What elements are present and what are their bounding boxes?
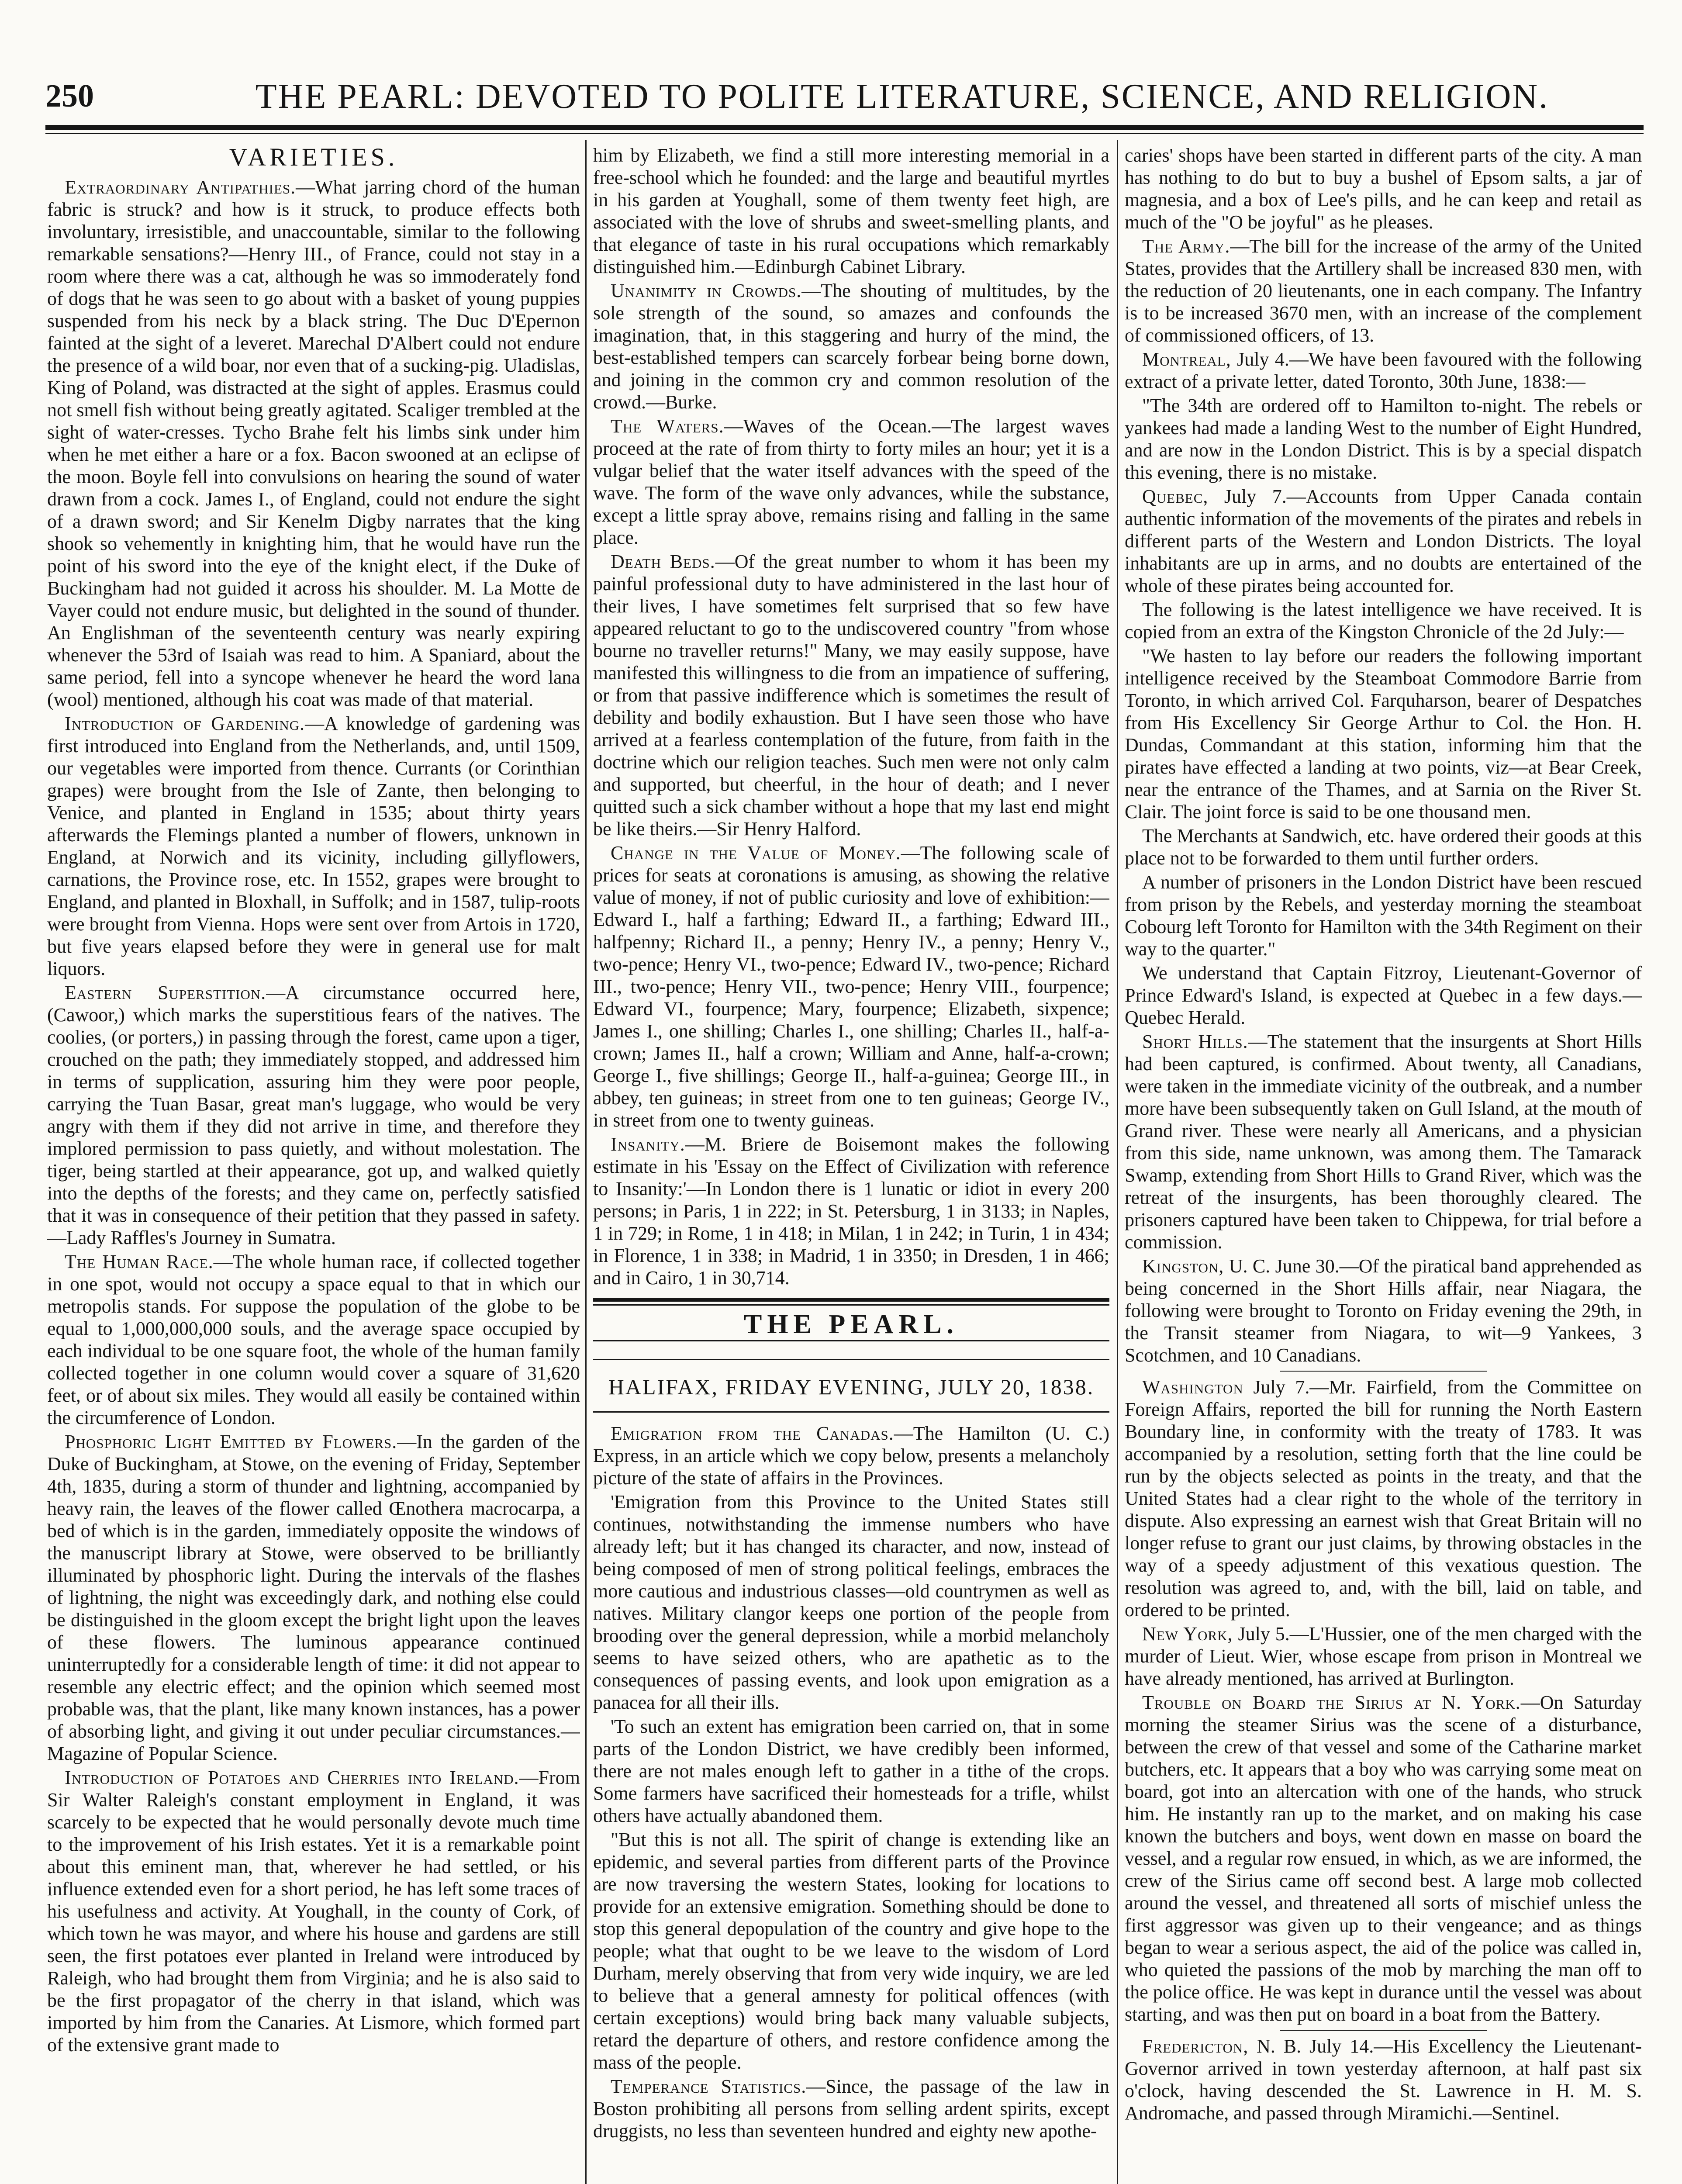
article-heading: Phosphoric Light Emitted by Flowers.: [65, 1431, 397, 1452]
article-body: July 5.—L'Hussier, one of the men charged with the murder of Lieut. Wier, whose escape from prison in Montreal we have already mentioned, has arrived at Burlington.: [1125, 1623, 1642, 1689]
article-heading: Kingston,: [1142, 1255, 1224, 1277]
article-heading: Change in the Value of Money.: [611, 842, 901, 864]
dateline-rule-bottom: [593, 1411, 1109, 1413]
article: [593, 2075, 1109, 2142]
article-heading: Death Beds.: [611, 551, 715, 572]
article: [593, 550, 1109, 840]
header-rule-thin: [45, 133, 1644, 134]
column-rule-2: [1117, 140, 1118, 2184]
article: [1125, 235, 1642, 346]
article-heading: Unanimity in Crowds.: [611, 280, 802, 301]
dateline: HALIFAX, FRIDAY EVENING, JULY 20, 1838.: [608, 1375, 1095, 1399]
dateline-rule: [593, 1359, 1109, 1360]
article-body: —The Hamilton (U. C.) Express, in an article which we copy below, presents a melancholy picture of the state of affairs in the Provinces.: [593, 1423, 1109, 1489]
article-body: N. B. July 14.—His Excellency the Lieutenant-Governor arrived in town yesterday afternoon, at half past six o'clock, having descended the St. Lawrence in H. M. S. Andromache, and passed through Miramichi.—Sentinel.: [1125, 2035, 1642, 2124]
article-body: —The following scale of prices for seats at coronations is amusing, as showing the relative value of money, if not of public curiosity and love of exhibition:—Edward I., half a farthing; Edward II., a farthing; Edward III., halfpenny; Richard II., a penny; Henry IV., a penny; Henry V., two-pence; Henry VI., two-pence; Edward IV., two-pence; Richard III., two-pence; Henry VII., two-pence; Henry VIII., fourpence; Edward VI., fourpence; Mary, fourpence; Elizabeth, sixpence; James I., one shilling; Charles I., one shilling; Charles II., half-a-crown; James II., half a crown; William and Anne, half-a-crown; George I., five shillings; George II., half-a-guinea; George III., in abbey, ten guineas; in street from one to ten guineas; George IV., in street from one to twenty guineas.: [593, 842, 1109, 1131]
article-body: —M. Briere de Boisemont makes the following estimate in his 'Essay on the Effect of Civilization with reference to Insanity:'—In London there is 1 lunatic or idiot in every 200 persons; in Paris, 1 in 222; in St. Petersburg, 1 in 3133; in Naples, 1 in 729; in Rome, 1 in 418; in Milan, 1 in 242; in Turin, 1 in 434; in Florence, 1 in 338; in Madrid, 1 in 3350; in Dresden, 1 in 466; and in Cairo, 1 in 30,714.: [593, 1133, 1109, 1289]
quoted-paragraph: A number of prisoners in the London District have been rescued from prison by the Rebels, and yesterday morning the steamboat Cobourg left Toronto for Hamilton with the 34th Regiment on their way to the quarter.": [1125, 871, 1642, 960]
paragraph: We understand that Captain Fitzroy, Lieutenant-Governor of Prince Edward's Island, is expected at Quebec in a few days.—Quebec Herald.: [1125, 962, 1642, 1028]
article-body: —On Saturday morning the steamer Sirius was the scene of a disturbance, between the crew of that vessel and some of the Catharine market butchers, etc. It appears that a boy who was carrying some meat on board, got into an altercation with one of the hands, who struck him. He instantly ran up to the market, and on making his case known the butchers and boys, went down en masse on board the vessel, and a regular row ensued, in which, as we are informed, the crew of the Sirius came off second best. A large mob collected around the vessel, and threatened all sorts of mischief unless the first aggressor was given up to their vengeance; and as things began to wear a serious aspect, the aid of the police was called in, who quieted the passions of the mob by marching the man off to the police office. He was kept in durance until the vessel was about starting, and was then put on board in a boat from the Battery.: [1125, 1692, 1642, 2025]
quoted-paragraph: 'To such an extent has emigration been carried on, that in some parts of the London District, we have credibly been informed, there are not males enough left to gather in a tithe of the crops. Some farmers have sacrificed their homesteads for a trifle, whilst others have actually abandoned them.: [593, 1716, 1109, 1826]
article-body: —A knowledge of gardening was first introduced into England from the Netherlands, and, until 1509, our vegetables were imported from thence. Currants (or Corinthian grapes) were brought from the Isle of Zante, then belonging to Venice, and planted in England in 1535; about thirty years afterwards the Flemings planted a number of flowers, unknown in England, at Norwich and its vicinity, including gillyflowers, carnations, the Province rose, etc. In 1552, grapes were brought to England, and planted in Bloxhall, in Suffolk; and in 1587, tulip-roots were brought from Vienna. Hops were sent over from Artois in 1720, but five years elapsed before they were in general use for malt liquors.: [47, 713, 580, 979]
column-rule-1: [585, 140, 587, 2184]
article-continuation: caries' shops have been started in different parts of the city. A man has nothing to do but to buy a bushel of Epsom salts, a jar of magnesia, and a box of Lee's pills, and he can keep and retail as much of the "O be joyful" as he pleases.: [1125, 145, 1642, 233]
article-body: July 4.—We have been favoured with the following extract of a private letter, dated Toronto, 30th June, 1838:—: [1125, 349, 1642, 392]
article-body: —Since, the passage of the law in Boston prohibiting all persons from selling ardent spirits, except druggists, no less than seventeen hundred and eighty new apothe-: [593, 2076, 1109, 2142]
article: [593, 842, 1109, 1131]
quoted-paragraph: "But this is not all. The spirit of change is extending like an epidemic, and several parties from different parts of the Province are now traversing the western States, looking for locations to provide for an extensive emigration. Something should be done to stop this general depopulation of the country and give hope to the people; what that ought to be we leave to the wisdom of Lord Durham, merely observing that from very wide inquiry, we are led to believe that a general amnesty for political offences (with certain exceptions) would bring back many valuable subjects, retard the departure of others, and restore confidence among the mass of the people.: [593, 1829, 1109, 2073]
masthead-rule: [593, 1298, 1109, 1302]
article-heading: Short Hills.: [1142, 1031, 1248, 1052]
article-heading: Eastern Superstition.: [65, 982, 266, 1003]
paragraph: The following is the latest intelligence we have received. It is copied from an extra of the Kingston Chronicle of the 2d July:—: [1125, 599, 1642, 643]
article: [47, 1431, 580, 1765]
article-body: —The shouting of multitudes, by the sole strength of the sound, so amazes and confounds the imagination, that, in this staggering and hurry of the mind, the best-established tempers can scarcely forbear being borne down, and joining in the common cry and common resolution of the crowd.—Burke.: [593, 280, 1109, 413]
masthead-rule-bottom: [593, 1340, 1109, 1341]
quoted-paragraph: "The 34th are ordered off to Hamilton to-night. The rebels or yankees had made a landing West to the number of Eight Hundred, and are now in the London District. This is by a special dispatch this evening, there is no mistake.: [1125, 395, 1642, 483]
masthead: [593, 1298, 1109, 1413]
article-body: —Waves of the Ocean.—The largest waves proceed at the rate of from thirty to forty miles an hour; yet it is a vulgar belief that the water itself advances with the speed of the wave. The form of the wave only advances, while the substance, except a little spray above, remains rising and falling in the same place.: [593, 415, 1109, 548]
article-body: —The bill for the increase of the army of the United States, provides that the Artillery shall be increased 830 men, with the reduction of 20 lieutenants, one in each company. The Infantry is to be increased 3670 men, with an increase of the complement of commissioned officers, of 13.: [1125, 235, 1642, 346]
column-3: [1125, 144, 1642, 2184]
article-heading: Montreal,: [1142, 349, 1231, 370]
article-heading: Temperance Statistics.: [611, 2076, 807, 2097]
article: [1125, 1030, 1642, 1253]
article-continuation: him by Elizabeth, we find a still more interesting memorial in a free-school which he founded: and the large and beautiful myrtles in his garden at Youghall, some of them twenty feet high, are associated with the love of shrubs and sweet-smelling plants, and that elegance of taste in his rural occupations which remarkably distinguished him.—Edinburgh Cabinet Library.: [593, 145, 1109, 277]
article: [47, 176, 580, 711]
page-number: 250: [45, 78, 94, 114]
article-heading: Trouble on Board the Sirius at N. York.: [1142, 1692, 1521, 1713]
article: [593, 415, 1109, 549]
article: [1125, 1255, 1642, 1366]
article-body: —From Sir Walter Raleigh's constant employment in England, it was scarcely to be expected that he would personally devote much time to the improvement of his Irish estates. Yet it is a remarkable point about this eminent man, that, wherever he had settled, or his influence extended even for a short period, he has left some traces of his usefulness and activity. At Youghall, in the county of Cork, of which town he was mayor, and where his house and gardens are still seen, the first potatoes ever planted in Ireland were introduced by Raleigh, who had brought them from Virginia; and he is also said to be the first propagator of the cherry in that island, which was imported by him from the Canaries. At Lismore, which formed part of the extensive grant made to: [47, 1767, 580, 2056]
article-heading: Extraordinary Antipathies.: [65, 176, 296, 198]
divider: [1280, 1371, 1487, 1372]
article-heading: The Waters.: [611, 415, 724, 437]
quoted-paragraph: "We hasten to lay before our readers the following important intelligence received by the Steamboat Commodore Barrie from Toronto, in which arrived Col. Farquharson, bearer of Despatches from His Excellency Sir George Arthur to Col. the Hon. H. Dundas, Commandant at this station, informing him that the pirates have effected a landing at two points, viz—at Bear Creek, near the entrance of the Thames, and at Sarnia on the River St. Clair. The joint force is said to be one thousand men.: [1125, 645, 1642, 822]
masthead-title: THE PEARL.: [743, 1310, 959, 1339]
article-heading: Emigration from the Canadas.: [611, 1423, 894, 1444]
article: [1125, 348, 1642, 393]
article: [1125, 1376, 1642, 1621]
article-heading: The Army.: [1142, 235, 1230, 257]
article: [1125, 485, 1642, 597]
article-body: U. C. June 30.—Of the piratical band apprehended as being concerned in the Short Hills affair, near Niagara, the following were brought to Toronto on Friday evening the 29th, in the Transit steamer from Niagara, to wit—9 Yankees, 3 Scotchmen, and 10 Canadians.: [1125, 1255, 1642, 1366]
section-title: VARIETIES.: [229, 144, 398, 171]
article-heading: Quebec,: [1142, 486, 1209, 507]
article-heading: Washington: [1142, 1376, 1243, 1398]
article: [47, 1251, 580, 1429]
article: [593, 280, 1109, 413]
article-body: —The statement that the insurgents at Short Hills had been captured, is confirmed. About twenty, all Canadians, were taken in the immediate vicinity of the outbreak, and a number more have been subsequently taken on Gull Island, at the mouth of Grand river. These were nearly all Americans, and a physician from this side, name unknown, was among them. The Tamarack Swamp, extending from Short Hills to Grand River, which was the retreat of the insurgents, has been thoroughly cleared. The prisoners captured have been taken to Chippewa, for trial before a commission.: [1125, 1031, 1642, 1253]
article: [47, 1766, 580, 2056]
article-body: —The whole human race, if collected together in one spot, would not occupy a space equal to that in which our metropolis stands. For suppose the population of the globe to be equal to 1,000,000,000 souls, and the average space occupied by each individual to be one square foot, the whole of the human family collected together in one column would cover a square of 31,620 feet, or of about six miles. They would all easily be contained within the circumference of London.: [47, 1251, 580, 1428]
article-heading: Introduction of Potatoes and Cherries into Ireland.: [65, 1767, 519, 1788]
article-body: —A circumstance occurred here, (Cawoor,) which marks the superstitious fears of the natives. The coolies, (or porters,) in passing through the forest, came upon a tiger, crouched on the path; they immediately stopped, and addressed him in terms of supplication, assuring him they were poor people, carrying the Tuan Basar, great man's luggage, who would be very angry with them if they did not arrive in time, and therefore they implored permission to pass quietly, and without molestation. The tiger, being startled at their appearance, got up, and walked quietly into the depths of the forests; and they came on, perfectly satisfied that it was in consequence of their petition that they passed in safety.—Lady Raffles's Journey in Sumatra.: [47, 982, 580, 1248]
article-heading: Introduction of Gardening.: [65, 713, 305, 734]
article: [47, 712, 580, 980]
article-heading: New York,: [1142, 1623, 1233, 1645]
quoted-paragraph: 'Emigration from this Province to the United States still continues, notwithstanding the immense numbers who have already left; but it has changed its character, and now, instead of being composed of men of strong political feelings, embraces the more cautious and industrious classes—old countrymen as well as natives. Military clangor keeps one portion of the people from brooding over the general depression, while a morbid melancholy seems to have seized others, who are apathetic as to the consequences of passing events, and look upon emigration as a panacea for all their ills.: [593, 1491, 1109, 1713]
article: [593, 1133, 1109, 1289]
column-2: [593, 144, 1109, 2184]
article-body: —In the garden of the Duke of Buckingham, at Stowe, on the evening of Friday, September 4th, 1835, during a storm of thunder and lightning, accompanied by heavy rain, the leaves of the flower called Œnothera macrocarpa, a bed of which is in the garden, immediately opposite the windows of the manuscript library at Stowe, were observed to be brilliantly illuminated by phosphoric light. During the intervals of the flashes of lightning, the night was exceedingly dark, and nothing else could be distinguished in the gloom except the bright light upon the leaves of these flowers. The luminous appearance continued uninterruptedly for a considerable length of time: it did not appear to resemble any electric effect; and the opinion which seemed most probable was, that the plant, like many known instances, has a power of absorbing light, and giving it out under peculiar circumstances.—Magazine of Popular Science.: [47, 1431, 580, 1764]
divider: [1280, 2030, 1487, 2031]
article-body: July 7.—Mr. Fairfield, from the Committee on Foreign Affairs, reported the bill for running the North Eastern Boundary line, in conformity with the treaty of 1783. It was accompanied by a resolution, setting forth that the line could be run by the objects selected as points in the treaty, and that the United States had a clear right to the whole of the territory in dispute. Also expressing an earnest wish that Great Britain will no longer refuse to grant our just claims, by throwing obstacles in the way of a speedy adjustment of this vexatious question. The resolution was agreed to, and, with the bill, laid on table, and ordered to be printed.: [1125, 1376, 1642, 1621]
article-heading: Insanity.: [611, 1133, 685, 1155]
article-body: July 7.—Accounts from Upper Canada contain authentic information of the movements of the pirates and rebels in different parts of the Western and London Districts. The loyal inhabitants are up in arms, and no doubts are entertained of the whole of these pirates being accounted for.: [1125, 486, 1642, 596]
article: [1125, 1623, 1642, 1690]
article: [47, 981, 580, 1249]
article: [1125, 1691, 1642, 2025]
quoted-paragraph: The Merchants at Sandwich, etc. have ordered their goods at this place not to be forwarded to them until further orders.: [1125, 825, 1642, 869]
article-body: —Of the great number to whom it has been my painful professional duty to have administered in the last hour of their lives, I have sometimes felt surprised that so few have appeared reluctant to go to the undiscovered country "from whose bourne no traveller returns!" Many, we may easily suppose, have manifested this willingness to die from an impatience of suffering, or from that passive indifference which is sometimes the result of debility and bodily exhaustion. But I have seen those who have arrived at a fearless contemplation of the future, from faith in the doctrine which our religion teaches. Such men were not only calm and supported, but cheerful, in the hour of death; and I never quitted such a sick chamber without a hope that my last end might be like theirs.—Sir Henry Halford.: [593, 551, 1109, 840]
article-heading: Fredericton,: [1142, 2035, 1249, 2057]
article: [593, 1422, 1109, 1489]
article-body: —What jarring chord of the human fabric is struck? and how is it struck, to produce effects both involuntary, irresistible, and unaccountable, similar to the following remarkable sensations?—Henry III., of France, could not stay in a room where there was a cat, although he was so immoderately fond of dogs that he was seen to go about with a basket of young puppies suspended from his neck by a black string. The Duc D'Epernon fainted at the sight of a leveret. Marechal D'Albert could not endure the presence of a wild boar, nor even that of a sucking-pig. Uladislas, King of Poland, was distracted at the sight of apples. Erasmus could not smell fish without being greatly agitated. Scaliger trembled at the sight of water-cresses. Tycho Brahe felt his limbs sink under him when he met either a hare or a fox. Bacon swooned at an eclipse of the moon. Boyle fell into convulsions on hearing the sound of water drawn from a cock. James I., of England, could not endure the sight of a drawn sword; and Sir Kenelm Digby narrates that the king shook so vehemently in knighting him, that he would have run the point of his sword into the eye of the knight elect, if the Duke of Buckingham had not guided it across his shoulder. M. La Motte de Vayer could not endure music, but delighted in the sound of thunder. An Englishman of the seventeenth century was nearly expiring whenever the 53rd of Isaiah was read to him. A Spaniard, about the same period, fell into a syncope whenever he heard the word lana (wool) mentioned, although his coat was made of that material.: [47, 176, 580, 710]
article: [1125, 2035, 1642, 2124]
article-heading: The Human Race.: [65, 1251, 214, 1272]
running-title: THE PEARL: DEVOTED TO POLITE LITERATURE, SCIENCE, AND RELIGION.: [255, 77, 1549, 116]
column-1: [47, 144, 580, 2184]
header-rule: [45, 125, 1644, 130]
